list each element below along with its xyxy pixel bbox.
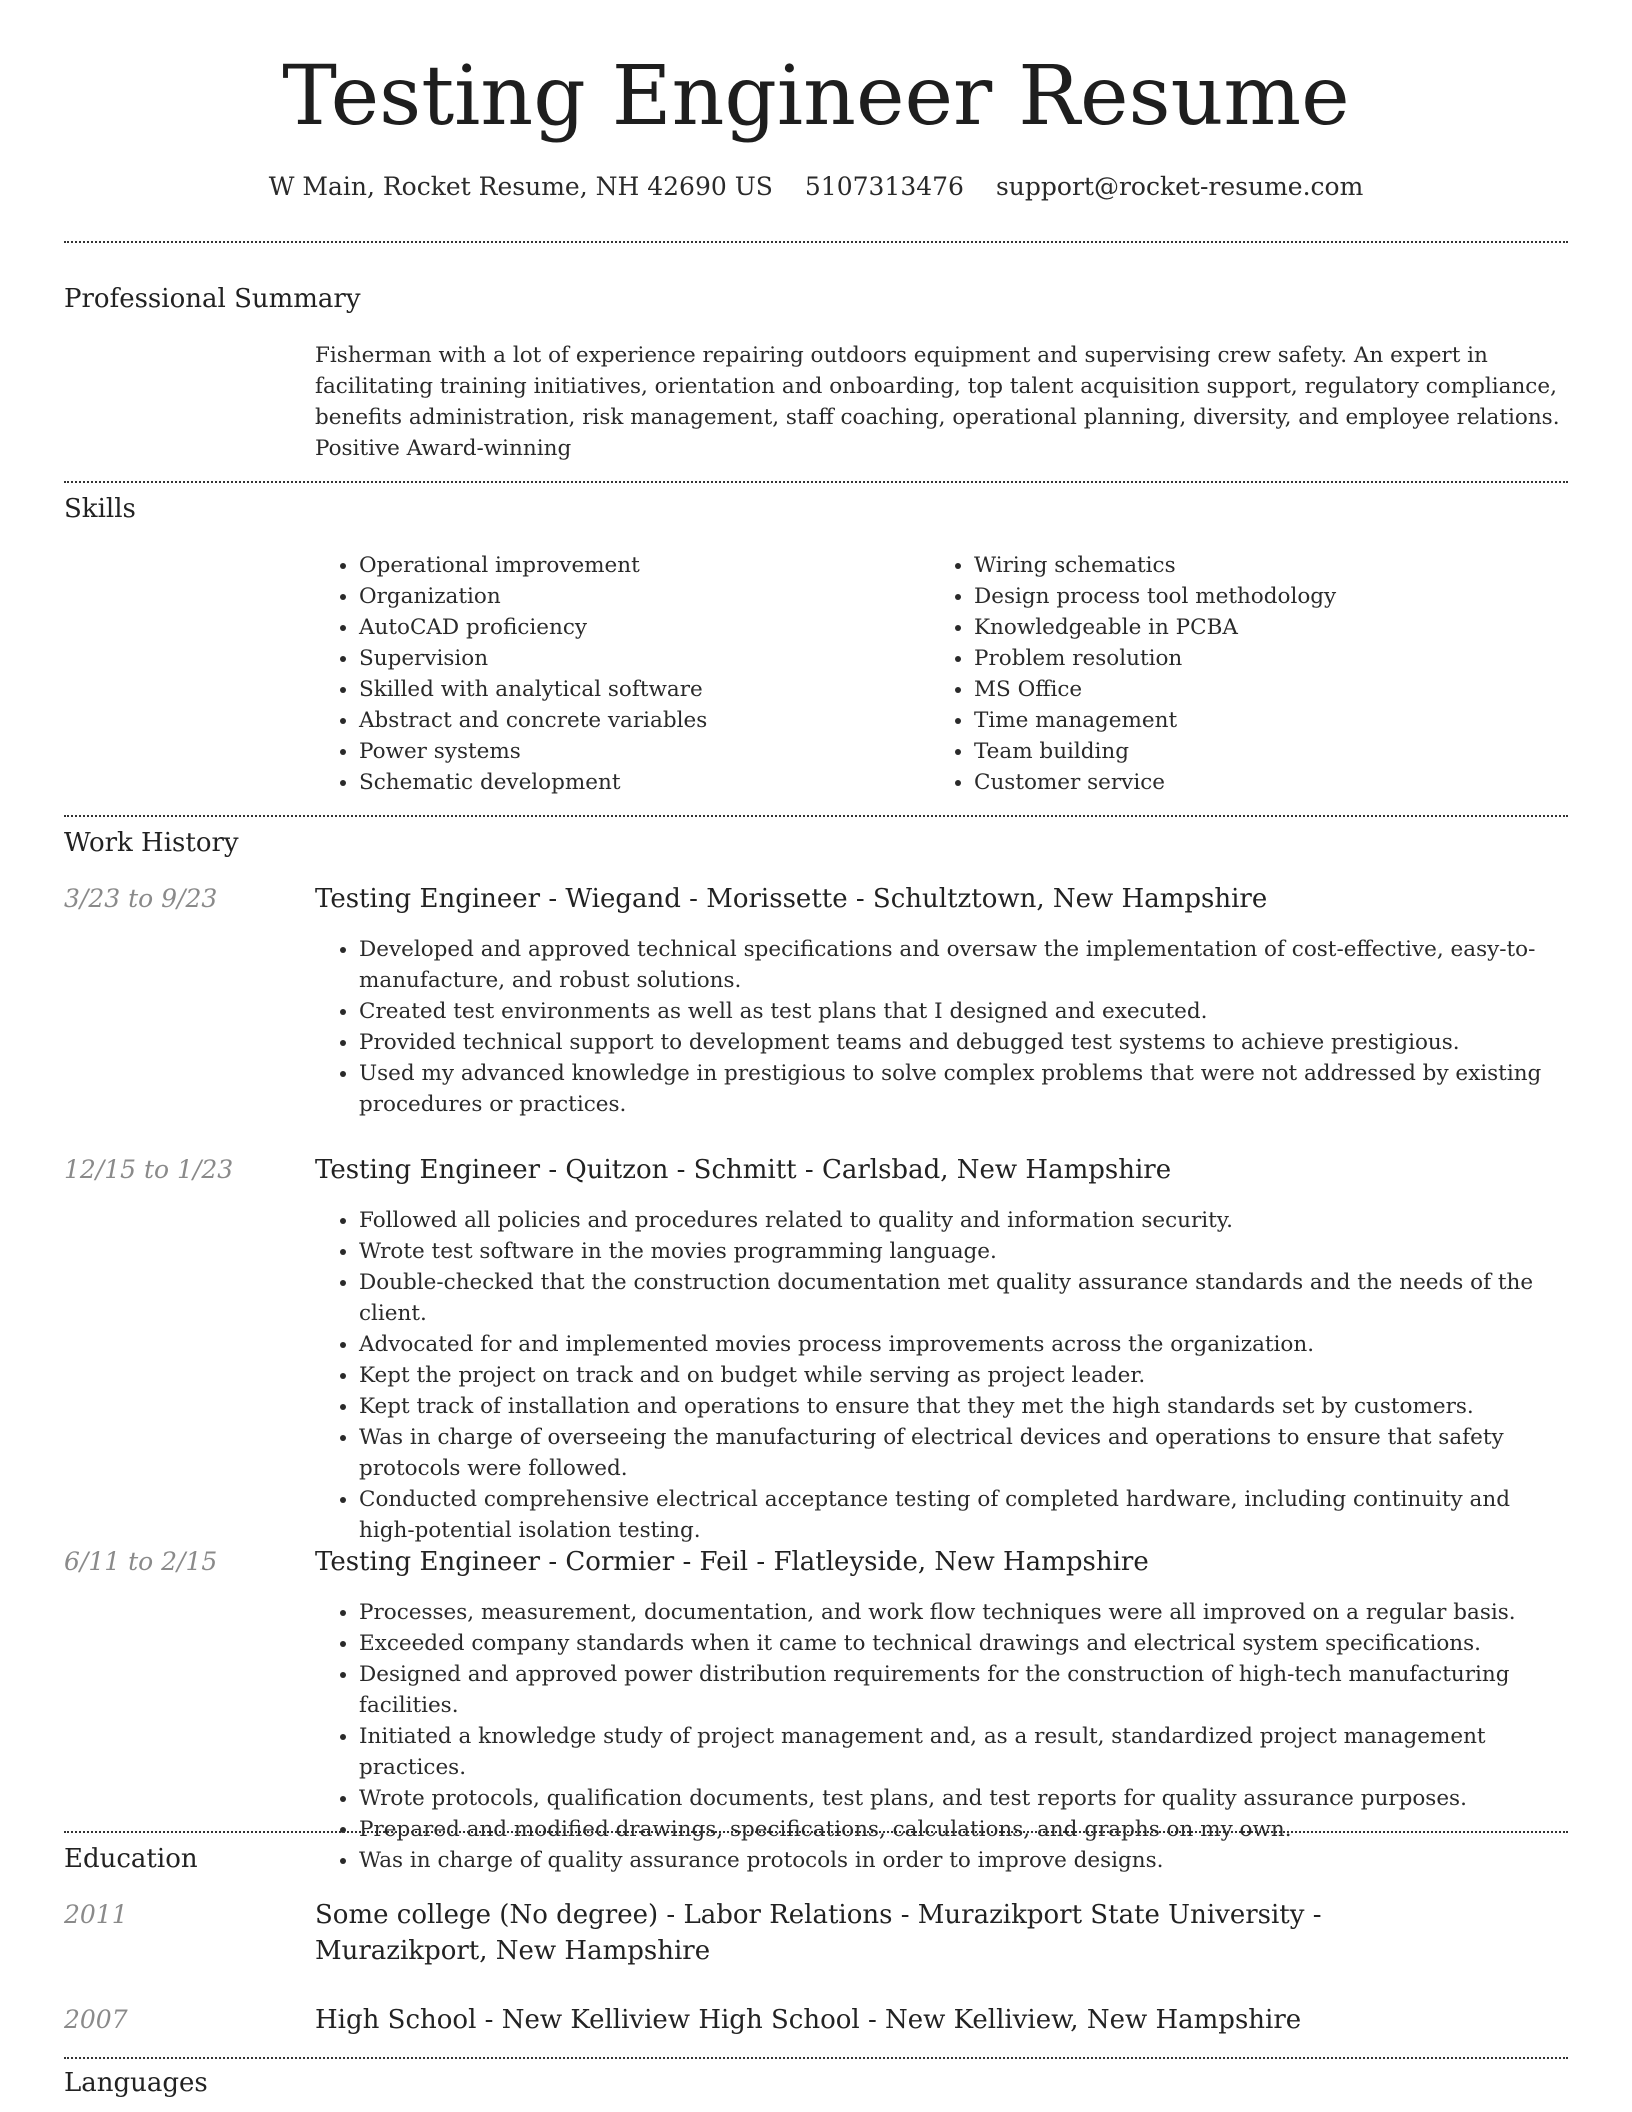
job-bullet: • Used my advanced knowledge in prestigious to solve complex problems that were not addressed by existing procedures or practices. — [359, 1058, 1565, 1120]
education-year: 2011 — [64, 1900, 128, 1929]
skill-item: • Time management — [974, 705, 1530, 736]
job-bullet-list — [315, 1597, 1565, 1876]
job-heading: Testing Engineer - Cormier - Feil - Flatleyside, New Hampshire — [315, 1547, 1149, 1577]
job-bullet: • Advocated for and implemented movies process improvements across the organization. — [359, 1329, 1565, 1360]
job-bullet: • Designed and approved power distribution requirements for the construction of high-tech manufacturing facilities. — [359, 1659, 1565, 1721]
contact-phone: 5107313476 — [804, 172, 964, 202]
job-bullet: • Prepared and modified drawings, specifications, calculations, and graphs on my own. — [359, 1814, 1565, 1845]
skill-item: • Schematic development — [359, 767, 915, 798]
skill-item: • Skilled with analytical software — [359, 674, 915, 705]
languages-section-title: Languages — [64, 2068, 208, 2098]
job-bullet: • Was in charge of quality assurance protocols in order to improve designs. — [359, 1845, 1565, 1876]
contact-email: support@rocket-resume.com — [995, 172, 1364, 202]
job-bullet: • Exceeded company standards when it came to technical drawings and electrical system specifications. — [359, 1628, 1565, 1659]
page-title: Testing Engineer Resume — [282, 49, 1350, 144]
section-divider — [64, 2057, 1568, 2059]
skill-item: • Wiring schematics — [974, 550, 1530, 581]
skill-item: • Team building — [974, 736, 1530, 767]
resume-header — [0, 0, 1632, 201]
job-bullet: • Was in charge of overseeing the manufacturing of electrical devices and operations to ensure that safety protocols were followed. — [359, 1422, 1565, 1484]
section-divider — [64, 1831, 1568, 1833]
skill-item: • Organization — [359, 581, 915, 612]
skill-item: • AutoCAD proficiency — [359, 612, 915, 643]
skill-item: • Customer service — [974, 767, 1530, 798]
skill-item: • Design process tool methodology — [974, 581, 1530, 612]
skill-item: • Problem resolution — [974, 643, 1530, 674]
skill-item: • Operational improvement — [359, 550, 915, 581]
summary-text: Fisherman with a lot of experience repairing outdoors equipment and supervising crew safety. An expert in facilitating training initiatives, orientation and onboarding, top talent acquisition support, regulatory compliance, benefits administration, risk management, staff coaching, operational planning, diversity, and employee relations. Positive Award-winning — [315, 343, 1560, 461]
section-divider — [64, 815, 1568, 817]
job-bullet: • Followed all policies and procedures related to quality and information security. — [359, 1205, 1565, 1236]
education-heading: Some college (No degree) - Labor Relations - Murazikport State University - Murazikport, New Hampshire — [315, 1900, 1322, 1966]
job-bullet: • Conducted comprehensive electrical acceptance testing of completed hardware, including continuity and high-potential isolation testing. — [359, 1484, 1565, 1546]
education-heading: High School - New Kelliview High School - New Kelliview, New Hampshire — [315, 2005, 1302, 2035]
skill-item: • Supervision — [359, 643, 915, 674]
work-section-title: Work History — [64, 828, 239, 858]
job-bullet: • Wrote test software in the movies programming language. — [359, 1236, 1565, 1267]
job-bullet-list — [315, 934, 1565, 1120]
summary-section-title: Professional Summary — [64, 284, 361, 314]
section-divider — [64, 241, 1568, 243]
skills-column-right — [930, 550, 1530, 798]
job-heading: Testing Engineer - Wiegand - Morissette - Schultztown, New Hampshire — [315, 884, 1268, 914]
skill-item: • Abstract and concrete variables — [359, 705, 915, 736]
job-dates: 6/11 to 2/15 — [64, 1547, 218, 1576]
job-bullet: • Kept track of installation and operations to ensure that they met the high standards set by customers. — [359, 1391, 1565, 1422]
education-year: 2007 — [64, 2005, 128, 2034]
job-bullet: • Processes, measurement, documentation, and work flow techniques were all improved on a regular basis. — [359, 1597, 1565, 1628]
job-bullet: • Provided technical support to development teams and debugged test systems to achieve prestigious. — [359, 1027, 1565, 1058]
job-bullet: • Developed and approved technical specifications and oversaw the implementation of cost-effective, easy-to-manufacture, and robust solutions. — [359, 934, 1565, 996]
skill-item: • Knowledgeable in PCBA — [974, 612, 1530, 643]
contact-address: W Main, Rocket Resume, NH 42690 US — [268, 172, 773, 202]
job-bullet-list — [315, 1205, 1565, 1546]
skill-item: • Power systems — [359, 736, 915, 767]
education-section-title: Education — [64, 1844, 198, 1874]
section-divider — [64, 481, 1568, 483]
job-bullet: • Created test environments as well as test plans that I designed and executed. — [359, 996, 1565, 1027]
skills-section-title: Skills — [64, 494, 136, 524]
job-bullet: • Wrote protocols, qualification documents, test plans, and test reports for quality assurance purposes. — [359, 1783, 1565, 1814]
skills-column-left — [315, 550, 915, 798]
skill-item: • MS Office — [974, 674, 1530, 705]
contact-line — [0, 172, 1632, 201]
job-bullet: • Initiated a knowledge study of project management and, as a result, standardized project management practices. — [359, 1721, 1565, 1783]
job-dates: 3/23 to 9/23 — [64, 884, 218, 913]
job-bullet: • Double-checked that the construction documentation met quality assurance standards and the needs of the client. — [359, 1267, 1565, 1329]
job-dates: 12/15 to 1/23 — [64, 1155, 234, 1184]
job-heading: Testing Engineer - Quitzon - Schmitt - Carlsbad, New Hampshire — [315, 1155, 1172, 1185]
job-bullet: • Kept the project on track and on budget while serving as project leader. — [359, 1360, 1565, 1391]
